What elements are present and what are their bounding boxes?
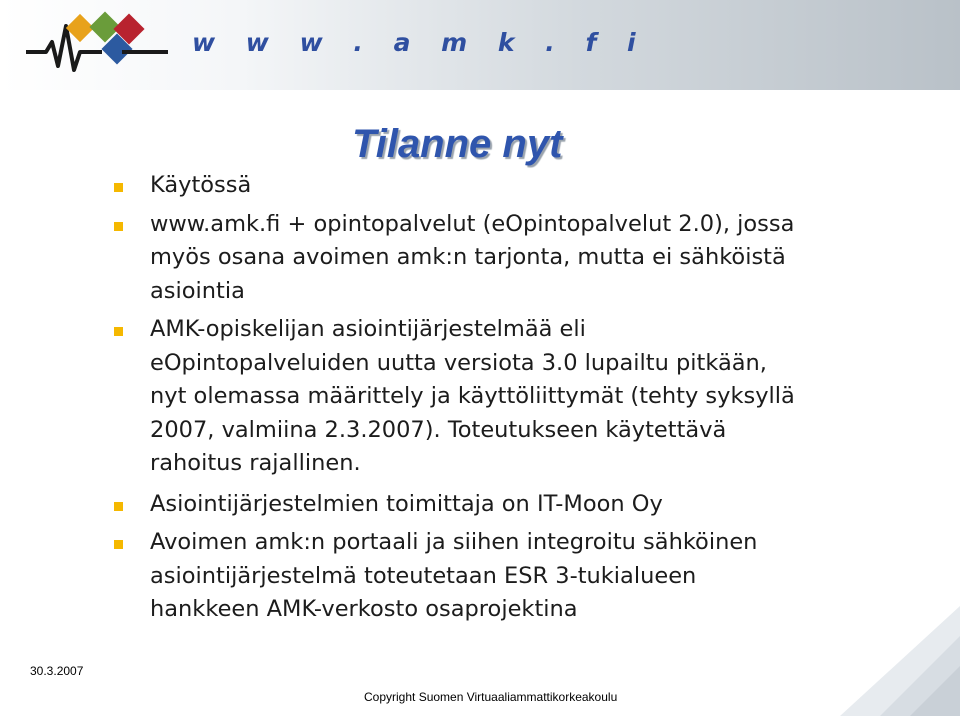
bullet-item [112, 488, 802, 522]
site-url: w w w . a m k . f i [192, 28, 647, 57]
bullet-square-icon [114, 540, 123, 549]
bullet-square-icon [114, 222, 123, 231]
bullet-square-icon [114, 502, 123, 511]
bullet-item [112, 208, 802, 309]
bullet-text: AMK-opiskelijan asiointijärjestelmää eli eOpintopalveluiden uutta versiota 3.0 lupailtu pitkään, nyt olemassa määrittely ja käyttöliittymät (tehty syksyllä 2007, valmiina 2.3.2007). Toteutukseen käytettävä rahoitus rajallinen. [150, 316, 795, 476]
footer-copyright: Copyright Suomen Virtuaaliammattikorkeakoulu [364, 690, 618, 704]
bullet-square-icon [114, 327, 123, 336]
bullet-item [112, 313, 802, 481]
slide-title: Tilanne nyt [352, 122, 563, 166]
bullet-text: www.amk.fi + opintopalvelut (eOpintopalvelut 2.0), jossa myös osana avoimen amk:n tarjonta, mutta ei sähköistä asiointia [150, 210, 795, 304]
bullet-item [112, 526, 802, 627]
bullet-square-icon [114, 183, 123, 192]
corner-decoration-icon [840, 606, 960, 716]
footer-date: 30.3.2007 [30, 664, 84, 678]
amk-logo [18, 8, 178, 86]
bullet-list [112, 164, 802, 627]
bullet-item [112, 169, 802, 203]
bullet-text: Avoimen amk:n portaali ja siihen integroitu sähköinen asiointijärjestelmä toteutetaan ESR 3-tukialueen hankkeen AMK-verkosto osaprojektina [150, 529, 758, 622]
header-band [0, 0, 960, 90]
bullet-text: Asiointijärjestelmien toimittaja on IT-Moon Oy [150, 490, 663, 517]
bullet-text: Käytössä [150, 172, 252, 198]
